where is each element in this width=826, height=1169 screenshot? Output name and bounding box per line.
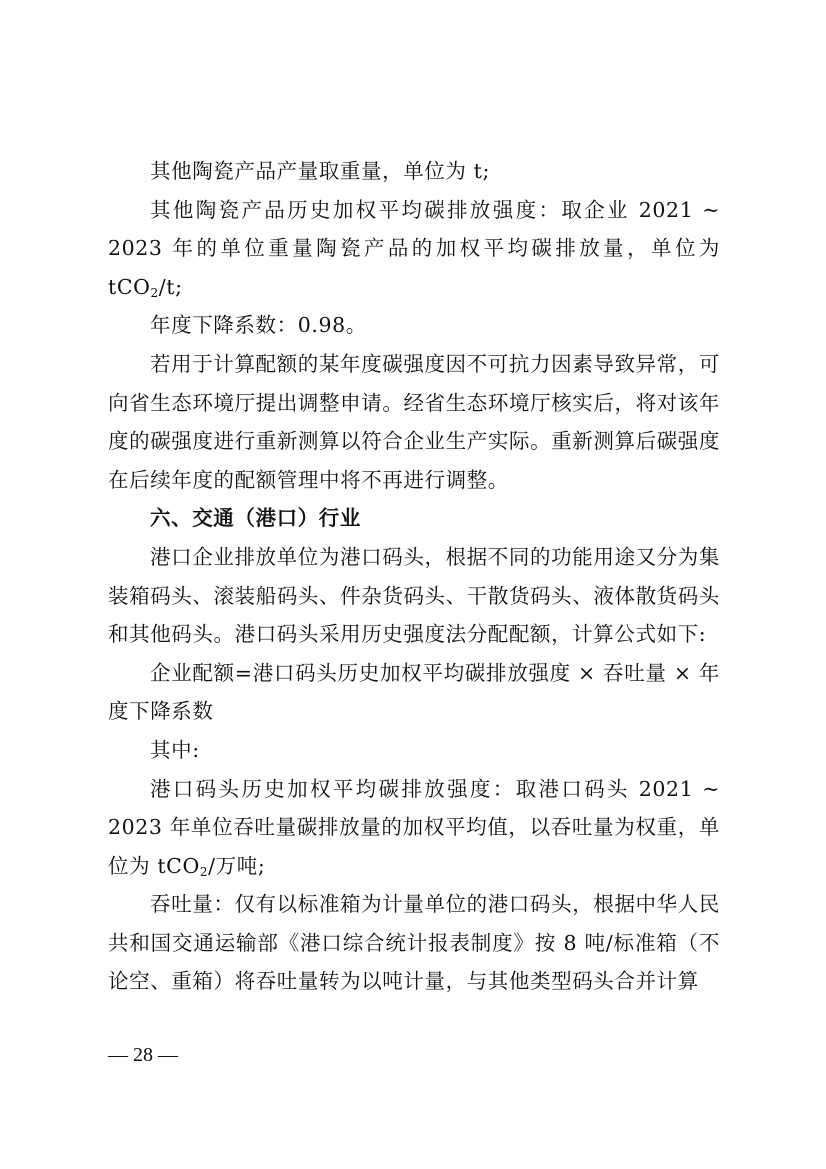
subscript: 2 xyxy=(150,285,159,300)
paragraph-port-intensity xyxy=(108,770,720,886)
paragraph-where: 其中: xyxy=(150,737,200,762)
paragraph-decline-factor: 年度下降系数：0.98。 xyxy=(150,313,367,338)
paragraph-text: /t; xyxy=(158,274,183,299)
paragraph-port-intro: 港口企业排放单位为港口码头，根据不同的功能用途又分为集装箱码头、滚装船码头、件杂货码头、干散货码头、液体散货码头和其他码头。港口码头采用历史强度法分配配额，计算公式如下: xyxy=(108,544,720,647)
section-heading: 六、交通（港口）行业 xyxy=(150,506,361,531)
page-number: — 28 — xyxy=(108,1044,178,1066)
paragraph-text: /万吨; xyxy=(208,853,266,878)
paragraph-text: 其他陶瓷产品历史加权平均碳排放强度：取企业 2021 ~ 2023 年的单位重量陶瓷产品的加权平均碳排放量，单位为 tCO xyxy=(108,197,720,299)
document-body xyxy=(108,152,720,1001)
paragraph-formula: 企业配额=港口码头历史加权平均碳排放强度 × 吞吐量 × 年度下降系数 xyxy=(108,660,720,724)
paragraph-ceramic-output: 其他陶瓷产品产量取重量，单位为 t; xyxy=(150,159,490,183)
subscript: 2 xyxy=(199,864,209,879)
paragraph-adjustment: 若用于计算配额的某年度碳强度因不可抗力因素导致异常，可向省生态环境厅提出调整申请。经省生态环境厅核实后，将对该年度的碳强度进行重新测算以符合企业生产实际。重新测算后碳强度在后续年度的配额管理中将不再进行调整。 xyxy=(108,351,720,492)
paragraph-throughput: 吞吐量：仅有以标准箱为计量单位的港口码头，根据中华人民共和国交通运输部《港口综合统计报表制度》按 8 吨/标准箱（不论空、重箱）将吞吐量转为以吨计量，与其他类型码头合并计算 xyxy=(108,892,720,994)
paragraph-text: 港口码头历史加权平均碳排放强度：取港口码头 2021 ~ 2023 年单位吞吐量碳排放量的加权平均值，以吞吐量为权重，单位为 tCO xyxy=(108,776,720,878)
paragraph-ceramic-intensity xyxy=(108,191,720,307)
